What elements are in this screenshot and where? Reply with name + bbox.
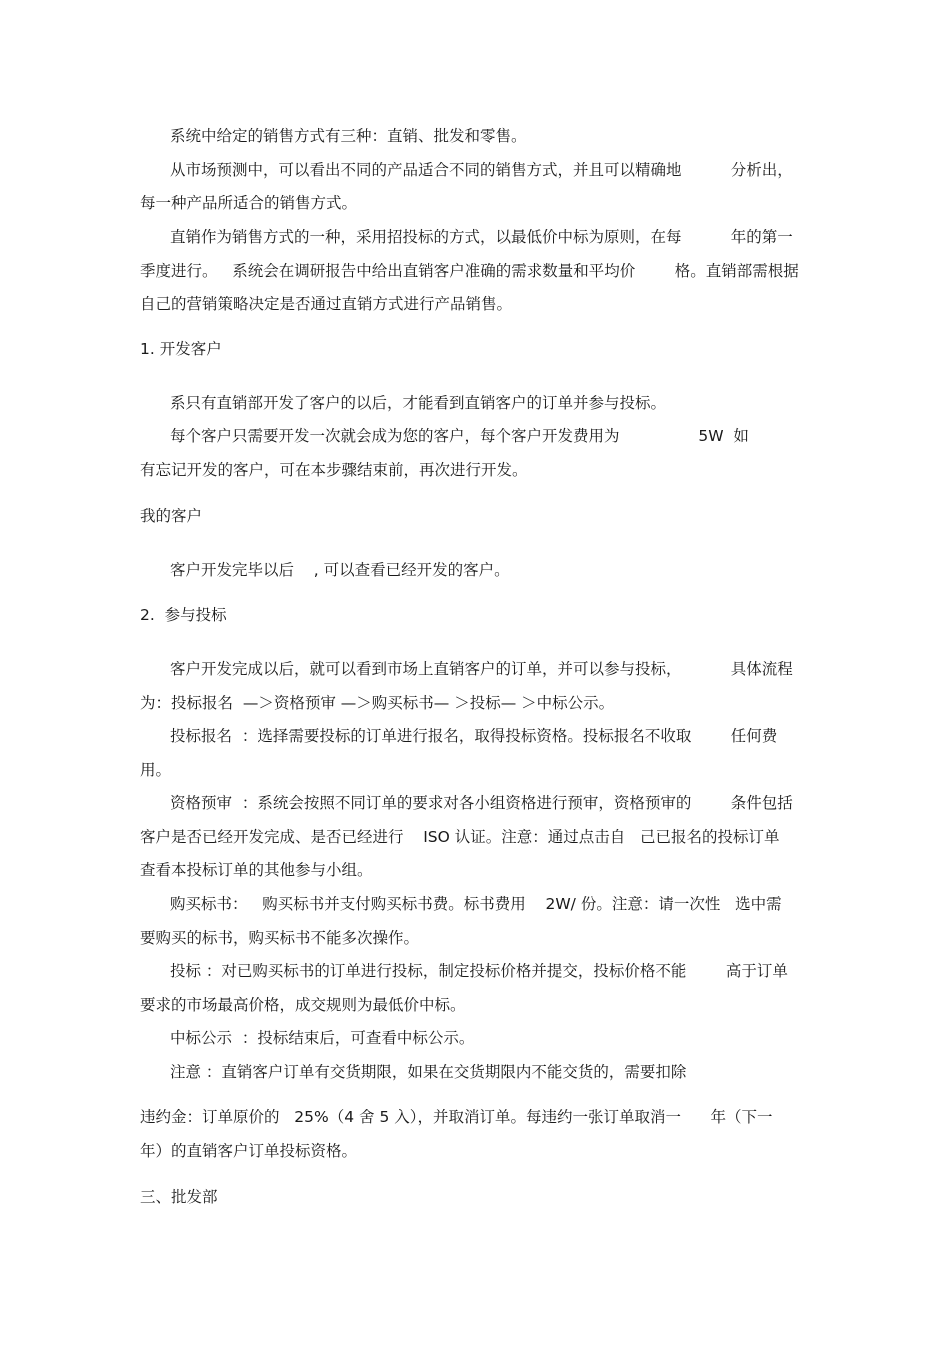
text-line: 客户是否已经开发完成、是否已经进行 ISO 认证。注意：通过点击自 己已报名的投标订单	[140, 828, 780, 846]
text-line: 投标报名 ：选择需要投标的订单进行报名，取得投标资格。投标报名不收取 任何费	[170, 727, 778, 745]
text-line: 每一种产品所适合的销售方式。	[140, 194, 358, 212]
text-line: 中标公示 ：投标结束后，可查看中标公示。	[170, 1029, 475, 1047]
text-line: 客户开发完成以后，就可以看到市场上直销客户的订单，并可以参与投标， 具体流程	[170, 660, 793, 678]
text-line: 系只有直销部开发了客户的以后，才能看到直销客户的订单并参与投标。	[170, 394, 667, 412]
text-line: 要购买的标书，购买标书不能多次操作。	[140, 929, 420, 947]
text-line: 系统中给定的销售方式有三种：直销、批发和零售。	[170, 127, 527, 145]
text-line: 投标 ：对已购买标书的订单进行投标，制定投标价格并提交，投标价格不能 高于订单	[170, 962, 788, 980]
text-line: 季度进行。 系统会在调研报告中给出直销客户准确的需求数量和平均价 格。直销部需根据	[140, 262, 799, 280]
text-line: 每个客户只需要开发一次就会成为您的客户，每个客户开发费用为 5W 如	[170, 427, 749, 445]
text-line: 注意 ：直销客户订单有交货期限，如果在交货期限内不能交货的，需要扣除	[170, 1063, 687, 1081]
section-heading: 1. 开发客户	[140, 340, 222, 358]
text-line: 为：投标报名 —＞资格预审 —＞购买标书— ＞投标— ＞中标公示。	[140, 694, 615, 712]
section-heading: 2. 参与投标	[140, 606, 227, 624]
text-line: 直销作为销售方式的一种，采用招投标的方式，以最低价中标为原则，在每 年的第一	[170, 228, 793, 246]
section-heading: 三、批发部	[140, 1188, 218, 1206]
text-line: 有忘记开发的客户，可在本步骤结束前，再次进行开发。	[140, 461, 528, 479]
text-line: 资格预审 ：系统会按照不同订单的要求对各小组资格进行预审，资格预审的 条件包括	[170, 794, 793, 812]
text-line: 违约金：订单原价的 25%（4 舍 5 入），并取消订单。每违约一张订单取消一 年（下一	[140, 1108, 773, 1126]
text-line: 客户开发完毕以后 , 可以查看已经开发的客户。	[170, 561, 510, 579]
text-line: 查看本投标订单的其他参与小组。	[140, 861, 373, 879]
text-line: 要求的市场最高价格，成交规则为最低价中标。	[140, 996, 466, 1014]
text-line: 购买标书： 购买标书并支付购买标书费。标书费用 2W/ 份。注意：请一次性 选中需	[170, 895, 782, 913]
text-line: 用。	[140, 761, 172, 779]
text-line: 自己的营销策略决定是否通过直销方式进行产品销售。	[140, 295, 513, 313]
section-heading: 我的客户	[140, 507, 203, 525]
text-line: 从市场预测中，可以看出不同的产品适合不同的销售方式，并且可以精确地 分析出，	[170, 161, 793, 179]
text-line: 年）的直销客户订单投标资格。	[140, 1142, 358, 1160]
